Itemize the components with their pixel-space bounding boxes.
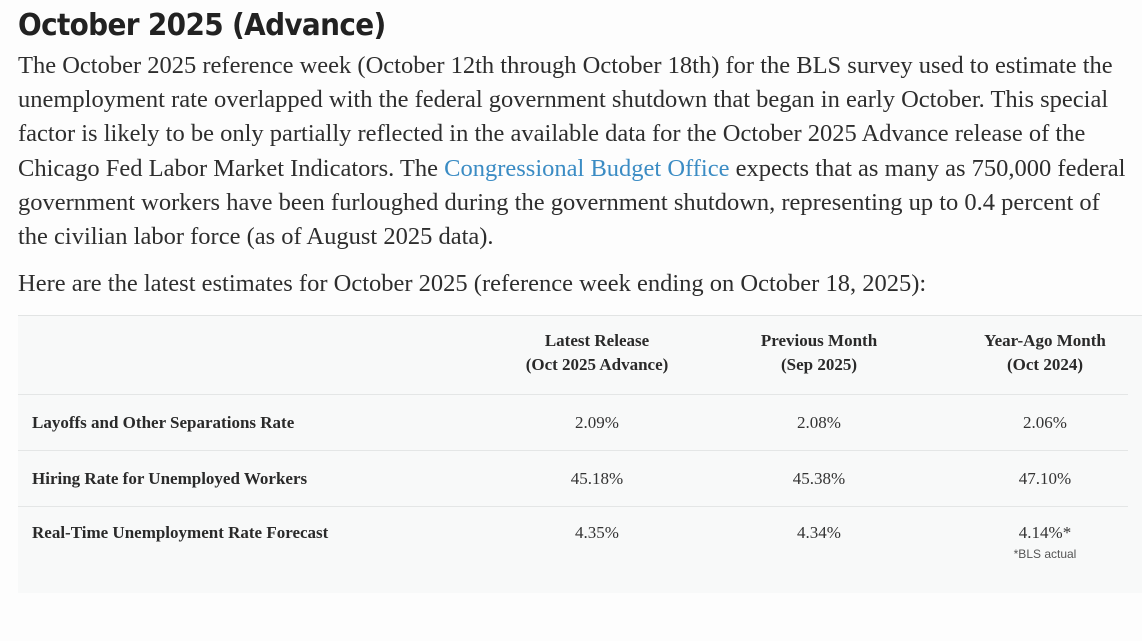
description-paragraph [18,49,1128,254]
header-previous-line1: Previous Month [760,331,878,351]
paragraph-text-before-link: The October 2025 reference week (October 12th through October 18th) for the BLS survey used to estimate the unemployment rate overlapped with the federal government shutdown that began in early October. This special factor is likely to be only partially reflected in the available data for the October 2025 Advance release of the Chicago Fed Labor Market Indicators. The [18,52,1113,182]
header-previous-line2: (Sep 2025) [780,355,858,375]
table-row [18,395,1128,451]
cell-year-ago: 2.06% [962,395,1128,451]
cell-year-ago: 47.10% [962,451,1128,507]
paragraph-text-after-link: expects that as many as 750,000 federal government workers have been furloughed during the government shutdown, representing up to 0.4 percent of the civilian labor force (as of August 2025 data). [18,154,1126,251]
cell-latest: 45.18% [518,451,676,507]
header-empty [18,316,518,395]
header-latest-release [518,316,676,395]
table-row [18,507,1128,594]
header-year-ago-line1: Year-Ago Month [984,331,1106,351]
cell-previous: 2.08% [676,395,962,451]
page-title: October 2025 (Advance) [18,8,386,43]
cell-year-ago-value: 4.14%* [1018,523,1072,543]
bls-actual-note: *BLS actual [1013,547,1077,562]
cell-year-ago [962,507,1128,594]
header-previous-month [676,316,962,395]
header-year-ago-line2: (Oct 2024) [1006,355,1083,375]
row-label: Hiring Rate for Unemployed Workers [18,451,518,507]
row-label: Real-Time Unemployment Rate Forecast [32,523,329,543]
header-year-ago-month [962,316,1128,395]
table-row [18,451,1128,507]
cell-latest: 4.35% [575,523,619,543]
cbo-link[interactable]: Congressional Budget Office [444,154,730,182]
header-latest-line1: Latest Release [544,331,650,351]
row-label: Layoffs and Other Separations Rate [18,395,518,451]
cell-previous: 4.34% [797,523,841,543]
estimates-table-container [18,315,1142,593]
table-header-row [18,316,1128,395]
estimates-table [18,316,1128,593]
intro-text: Here are the latest estimates for October 2025 (reference week ending on October 18, 2025): [18,270,927,298]
cell-previous: 45.38% [676,451,962,507]
cell-latest: 2.09% [518,395,676,451]
header-latest-line2: (Oct 2025 Advance) [525,355,669,375]
